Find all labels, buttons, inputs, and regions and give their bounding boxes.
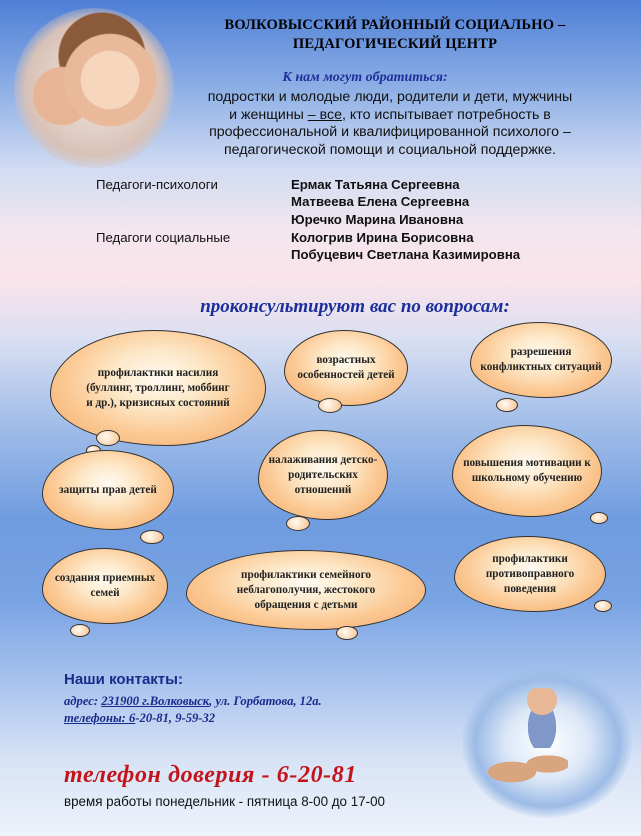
cloud-bubble (590, 512, 608, 524)
cloud-bubble (96, 430, 120, 446)
topic-text: создания приемных семей (54, 572, 156, 599)
topic-text: налаживания детско-родительских отношений (268, 453, 378, 496)
cloud-bubble (318, 398, 342, 413)
staff-name: Матвеева Елена Сергеевна (291, 194, 470, 209)
topic-cloud-delinquency (454, 536, 606, 612)
title-line-2: ПЕДАГОГИЧЕСКИЙ ЦЕНТР (292, 36, 498, 52)
page-title (190, 16, 600, 54)
staff-name: Ермак Татьяна Сергеевна (291, 177, 460, 192)
staff-name: Кологрив Ирина Борисовна (291, 230, 474, 245)
intro-line-2-pre: и женщины (229, 106, 308, 123)
topic-text: разрешения конфликтных ситуаций (480, 346, 602, 373)
staff-name: Побуцевич Светлана Казимировна (291, 247, 521, 262)
staff-name: Юречко Марина Ивановна (291, 212, 464, 227)
intro-line-4: педагогической помощи и социальной поддержке. (223, 141, 557, 158)
title-line-1: ВОЛКОВЫССКИЙ РАЙОННЫЙ СОЦИАЛЬНО – (224, 17, 566, 33)
staff-label-psychologists: Педагоги-психологи (96, 177, 218, 192)
cloud-bubble (70, 624, 90, 637)
topic-text: возрастных особенностей детей (297, 354, 395, 381)
topic-cloud-motivation (452, 425, 602, 517)
cloud-bubble (286, 516, 310, 531)
topic-cloud-foster (42, 548, 168, 624)
address-rest: , ул. Горбатова, 12а. (209, 694, 322, 708)
intro-line-2-underlined: – все (307, 106, 342, 123)
contact-address (64, 694, 322, 709)
mother-child-photo (14, 8, 174, 168)
hands-figure (488, 748, 568, 788)
intro-line-1: подростки и молодые люди, родители и дети, мужчины (207, 89, 573, 105)
intro-title: К нам могут обратиться: (282, 70, 448, 85)
address-underlined: 231900 г.Волковыск (101, 694, 210, 708)
topic-text: повышения мотивации к школьному обучению (463, 457, 591, 484)
intro-line-3: профессиональной и квалифицированной психолого – (209, 124, 571, 140)
cloud-bubble (496, 398, 518, 412)
cloud-bubble (140, 530, 164, 544)
topic-cloud-violence (50, 330, 266, 446)
intro-line-2 (170, 107, 610, 125)
hotline: телефон доверия - 6-20-81 (64, 762, 357, 788)
staff-label-social: Педагоги социальные (96, 230, 231, 245)
cloud-bubble (594, 600, 612, 612)
consult-heading: проконсультируют вас по вопросам: (200, 296, 510, 317)
topic-cloud-family (186, 550, 426, 630)
baby-figure (520, 688, 564, 748)
topic-cloud-conflict (470, 322, 612, 398)
address-label: адрес: (64, 694, 99, 708)
phones-rest: -20-81, 9-59-32 (135, 711, 216, 725)
intro-text (170, 89, 610, 159)
cloud-bubble (336, 626, 358, 640)
topic-text: профилактики семейного неблагополучия, жестокого обращения с детьми (236, 568, 376, 611)
topic-text: защиты прав детей (59, 483, 157, 496)
topic-cloud-parents (258, 430, 388, 520)
phones-underlined: телефоны: 6 (64, 711, 136, 725)
topic-text: профилактики противоправного поведения (485, 552, 575, 595)
topic-text: профилактики насилия (буллинг, троллинг, моббинг и др.), кризисных состояний (86, 366, 230, 409)
contact-phones (64, 711, 215, 726)
topic-cloud-age (284, 330, 408, 406)
contacts-title: Наши контакты: (64, 671, 183, 688)
topic-cloud-rights (42, 450, 174, 530)
working-hours: время работы понедельник - пятница 8-00 до 17-00 (64, 794, 385, 809)
intro-line-2-post: , кто испытывает потребность в (342, 106, 551, 123)
